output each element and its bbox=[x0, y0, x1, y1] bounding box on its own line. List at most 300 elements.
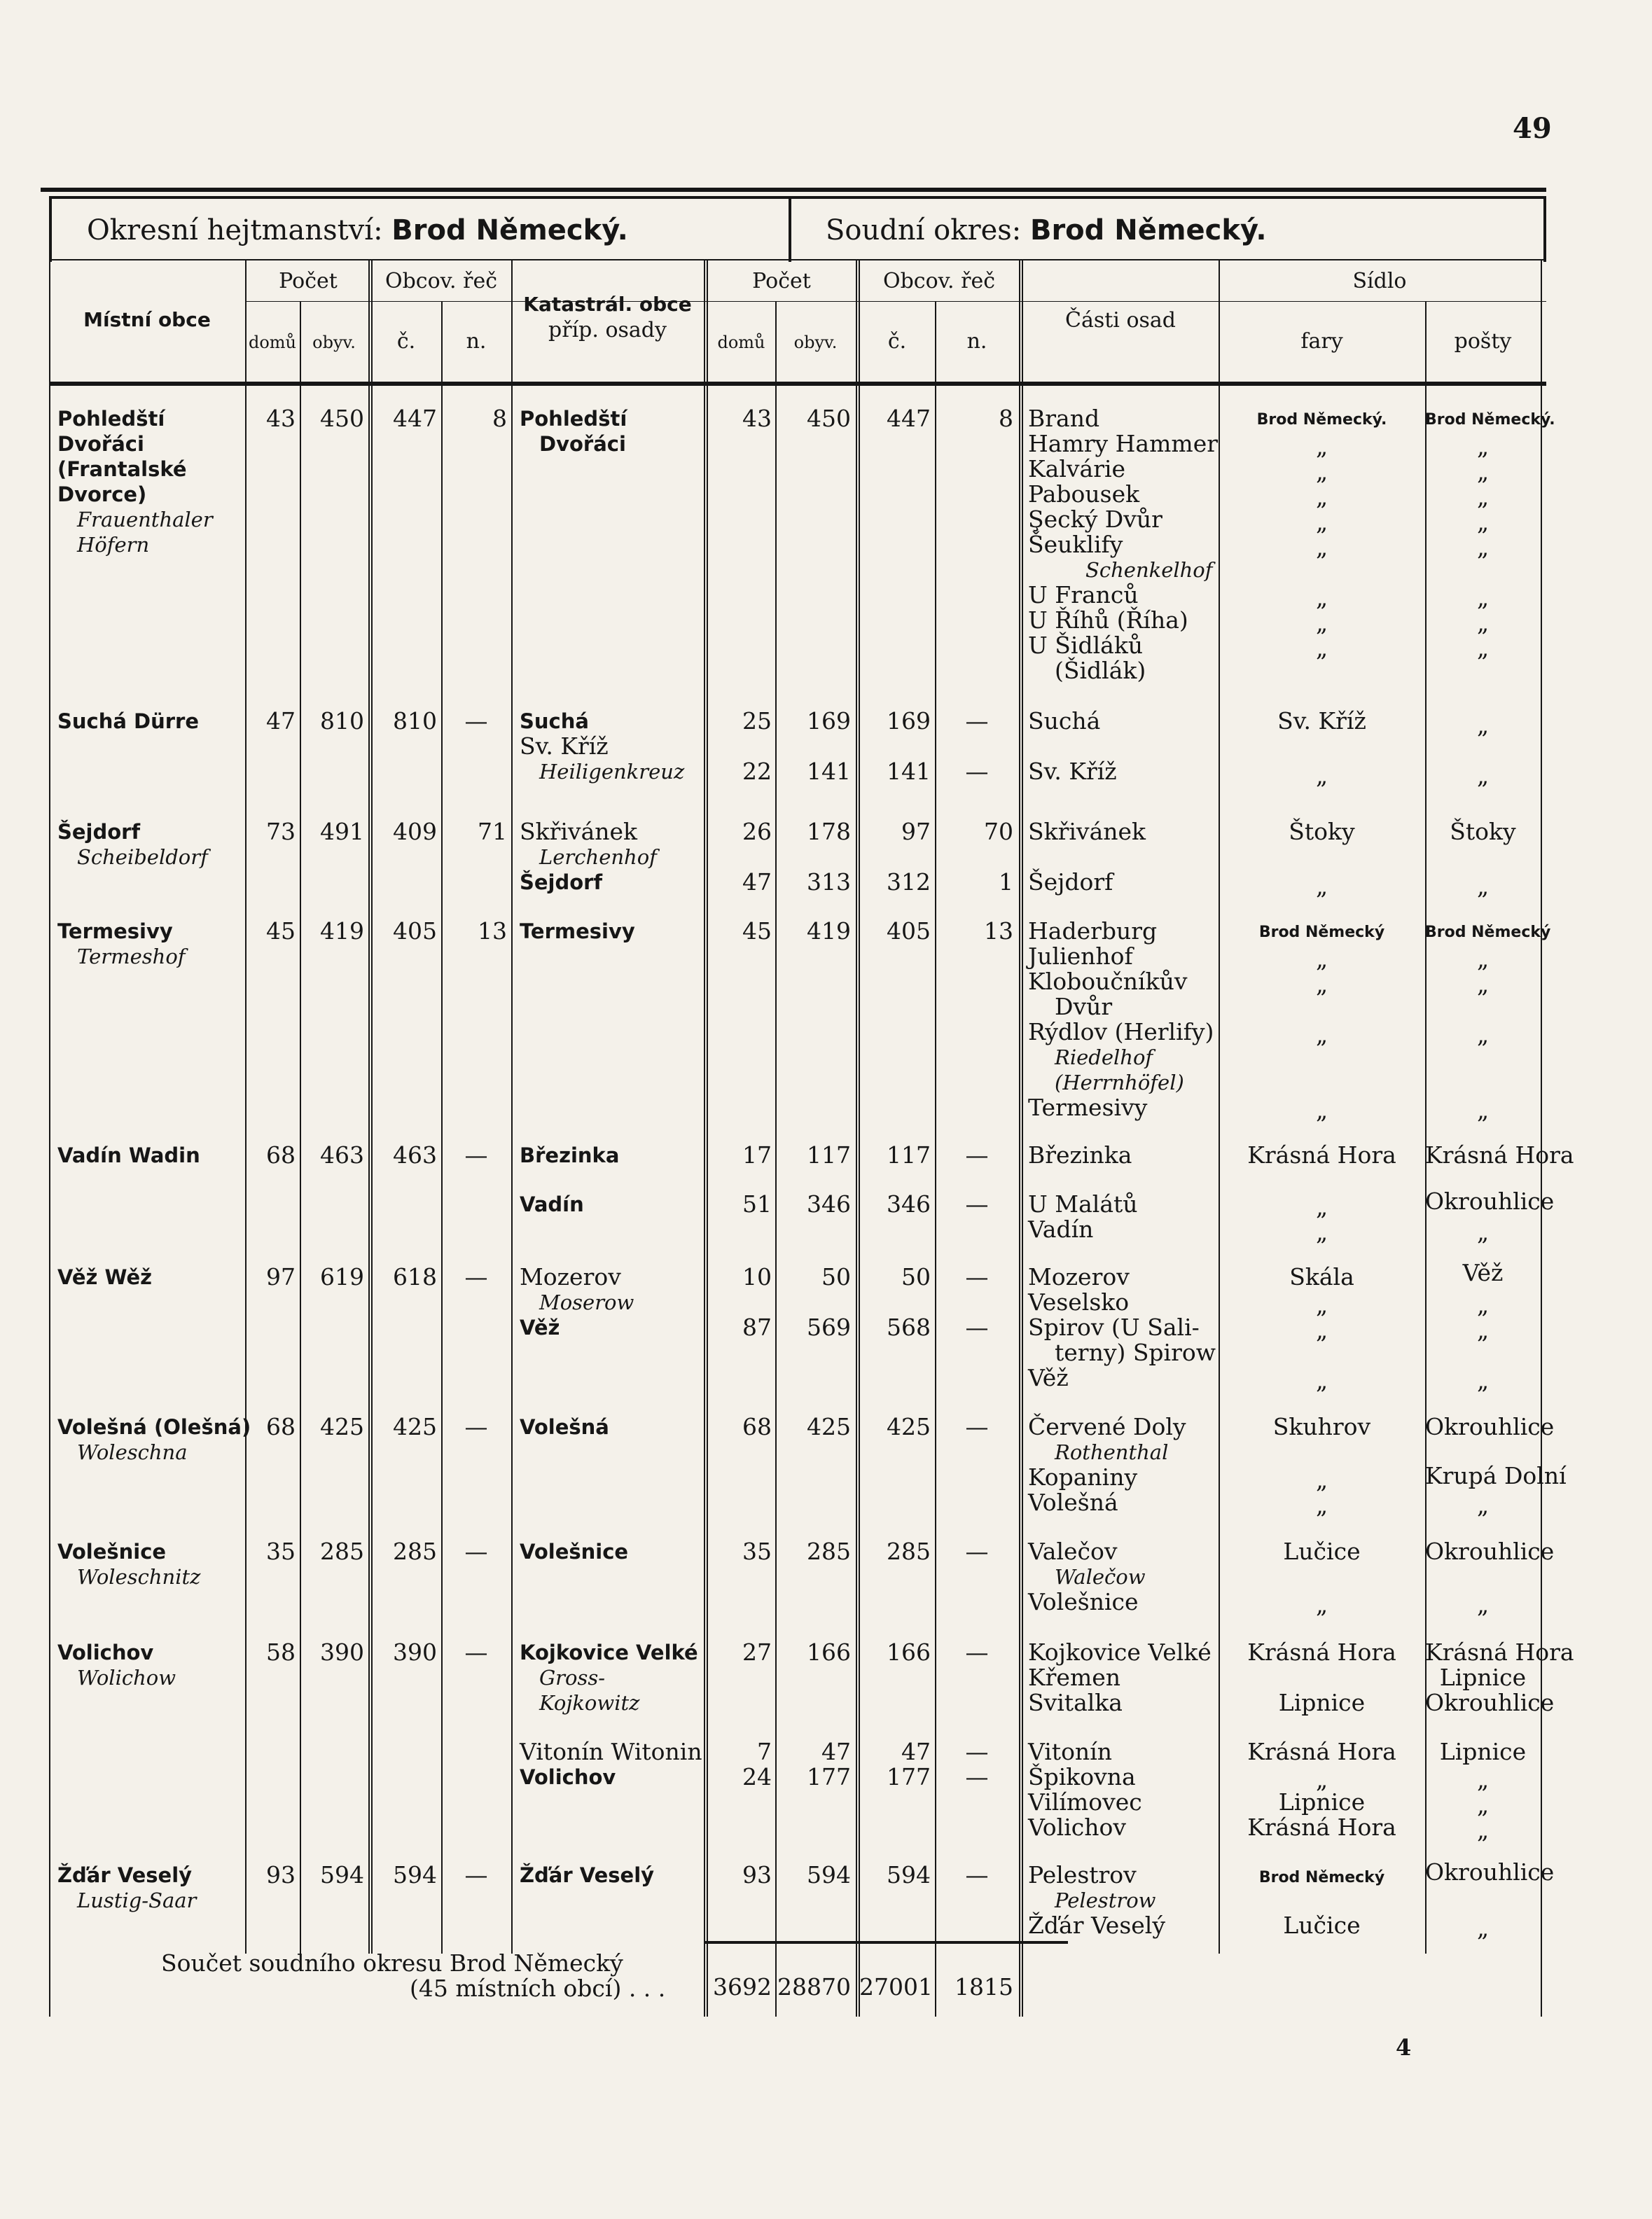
post-seat: Krásná Hora bbox=[1425, 1639, 1574, 1666]
obyv-value: 491 bbox=[320, 818, 364, 845]
settlement-part-de: Rothenthal bbox=[1055, 1440, 1169, 1464]
settlement-part: Šeuklify bbox=[1028, 531, 1123, 558]
katastral-name: Volichov bbox=[520, 1765, 616, 1789]
cz-value: 166 bbox=[887, 1639, 931, 1666]
obyv-value: 166 bbox=[807, 1639, 851, 1666]
katastral-name: Sv. Kříž bbox=[520, 732, 609, 760]
ditto-mark: „ bbox=[1476, 1367, 1490, 1394]
data-table bbox=[49, 259, 1574, 2017]
de-value: — bbox=[965, 1738, 989, 1765]
ditto-mark: „ bbox=[1315, 1591, 1328, 1618]
ditto-mark: „ bbox=[1476, 1591, 1490, 1618]
domu-value: 10 bbox=[742, 1263, 772, 1291]
domu-value: 68 bbox=[266, 1413, 296, 1440]
settlement-part: U Říhů (Říha) bbox=[1028, 606, 1188, 634]
post-seat: Okrouhlice bbox=[1425, 1858, 1555, 1886]
ditto-mark: „ bbox=[1476, 508, 1490, 536]
col-head-n: n. bbox=[466, 329, 487, 354]
settlement-part-de: Walečow bbox=[1055, 1565, 1146, 1589]
ditto-mark: „ bbox=[1476, 634, 1490, 662]
obyv-value: 285 bbox=[320, 1538, 364, 1565]
ditto-mark: „ bbox=[1476, 1218, 1490, 1246]
settlement-part: Vilímovec bbox=[1028, 1788, 1142, 1816]
settlement-part-de: Schenkelhof bbox=[1085, 558, 1213, 582]
obyv-value: 313 bbox=[807, 868, 851, 896]
settlement-part: Březinka bbox=[1028, 1141, 1132, 1169]
obyv-value: 450 bbox=[320, 405, 364, 432]
settlement-part: Hamry Hammer bbox=[1028, 430, 1218, 457]
parish-seat: Krásná Hora bbox=[1247, 1814, 1396, 1841]
page-number: 49 bbox=[1513, 112, 1552, 145]
parish-seat: Štoky bbox=[1289, 818, 1355, 845]
settlement-part: Mozerov bbox=[1028, 1263, 1130, 1291]
settlement-part: U Malátů bbox=[1028, 1190, 1138, 1218]
obec-name: Dvorce) bbox=[57, 482, 147, 506]
post-seat: Lipnice bbox=[1439, 1664, 1527, 1691]
de-value: 13 bbox=[984, 917, 1013, 945]
ditto-mark: „ bbox=[1315, 1193, 1328, 1220]
obyv-value: 463 bbox=[320, 1141, 364, 1169]
de-value: — bbox=[965, 1538, 989, 1565]
settlement-part: U Šidláků bbox=[1028, 632, 1144, 659]
col-line bbox=[300, 301, 301, 1954]
de-value: — bbox=[965, 1263, 989, 1291]
obyv-value: 50 bbox=[821, 1263, 851, 1291]
col-head-obyv: obyv. bbox=[312, 333, 356, 352]
obyv-value: 619 bbox=[320, 1263, 364, 1291]
obec-name-de: Woleschna bbox=[77, 1440, 188, 1464]
col-line bbox=[1019, 259, 1023, 2017]
district-value: Brod Německý. bbox=[391, 214, 628, 246]
obyv-value: 425 bbox=[320, 1413, 364, 1440]
de-value: — bbox=[464, 707, 488, 735]
de-value: 8 bbox=[999, 405, 1013, 432]
domu-value: 47 bbox=[266, 707, 296, 735]
parish-seat: Lipnice bbox=[1278, 1788, 1366, 1816]
signature-mark: 4 bbox=[1396, 2034, 1412, 2061]
settlement-part: Suchá bbox=[1028, 707, 1101, 735]
ditto-mark: „ bbox=[1476, 609, 1490, 637]
parish-seat: Lučice bbox=[1283, 1538, 1361, 1565]
obec-name-de: Woleschnitz bbox=[77, 1565, 201, 1589]
domu-value: 27 bbox=[742, 1639, 772, 1666]
settlement-part: Julienhof bbox=[1028, 942, 1133, 970]
settlement-part: Svitalka bbox=[1028, 1689, 1123, 1716]
de-value: — bbox=[965, 1763, 989, 1790]
parish-seat: Lipnice bbox=[1278, 1689, 1366, 1716]
domu-value: 17 bbox=[742, 1141, 772, 1169]
de-value: — bbox=[464, 1141, 488, 1169]
obec-name: Volešnice bbox=[57, 1540, 167, 1564]
col-head-fary: fary bbox=[1300, 329, 1343, 354]
ditto-mark: „ bbox=[1476, 1766, 1490, 1793]
col-head-obyv-2: obyv. bbox=[793, 333, 838, 352]
obyv-value: 594 bbox=[320, 1861, 364, 1888]
de-value: 13 bbox=[478, 917, 507, 945]
ditto-mark: „ bbox=[1476, 971, 1490, 998]
ditto-mark: „ bbox=[1315, 1097, 1328, 1124]
settlement-part: terny) Spirow bbox=[1055, 1339, 1216, 1366]
katastral-name: Šejdorf bbox=[520, 870, 603, 894]
settlement-part: Volešnice bbox=[1028, 1588, 1139, 1615]
post-seat: Štoky bbox=[1450, 818, 1516, 845]
ditto-mark: „ bbox=[1476, 1816, 1490, 1844]
domu-value: 45 bbox=[266, 917, 296, 945]
post-seat: Krupá Dolní bbox=[1425, 1462, 1567, 1489]
settlement-part: Vadín bbox=[1028, 1216, 1094, 1243]
ditto-mark: „ bbox=[1315, 1291, 1328, 1319]
ditto-mark: „ bbox=[1315, 584, 1328, 611]
ditto-mark: „ bbox=[1476, 1021, 1490, 1048]
court-district-label: Soudní okres: bbox=[826, 214, 1022, 246]
settlement-part: Kopaniny bbox=[1028, 1463, 1138, 1491]
domu-value: 7 bbox=[757, 1738, 772, 1765]
de-value: — bbox=[965, 1141, 989, 1169]
parish-seat: Skála bbox=[1289, 1263, 1354, 1291]
obyv-value: 169 bbox=[807, 707, 851, 735]
katastral-name: Věž bbox=[520, 1316, 560, 1340]
col-line bbox=[368, 259, 373, 1954]
obyv-value: 450 bbox=[807, 405, 851, 432]
parish-seat: Krásná Hora bbox=[1247, 1639, 1396, 1666]
cz-value: 409 bbox=[393, 818, 437, 845]
settlement-part: Brand bbox=[1028, 405, 1100, 432]
parish-seat: Skuhrov bbox=[1272, 1413, 1371, 1440]
col-head-posty: pošty bbox=[1454, 329, 1512, 354]
total-obyv: 28870 bbox=[777, 1973, 851, 2001]
obec-name: (Frantalské bbox=[57, 457, 187, 481]
ditto-mark: „ bbox=[1476, 1097, 1490, 1124]
katastral-name: Vadín bbox=[520, 1192, 584, 1216]
domu-value: 93 bbox=[742, 1861, 772, 1888]
domu-value: 35 bbox=[266, 1538, 296, 1565]
obec-name: Volešná (Olešná) bbox=[57, 1415, 251, 1439]
cz-value: 405 bbox=[393, 917, 437, 945]
col-head-pocet-2: Počet bbox=[752, 269, 811, 293]
cz-value: 405 bbox=[887, 917, 931, 945]
ditto-mark: „ bbox=[1315, 1466, 1328, 1494]
ditto-mark: „ bbox=[1315, 945, 1328, 973]
domu-value: 51 bbox=[742, 1190, 772, 1218]
ditto-mark: „ bbox=[1476, 1316, 1490, 1344]
settlement-part: U Franců bbox=[1028, 581, 1139, 608]
ditto-mark: „ bbox=[1476, 534, 1490, 561]
katastral-name: Žďár Veselý bbox=[520, 1863, 655, 1887]
obec-name: Dvořáci bbox=[57, 432, 144, 456]
katastral-name-de: Moserow bbox=[539, 1291, 634, 1314]
cz-value: 117 bbox=[887, 1141, 931, 1169]
settlement-part: Vitonín bbox=[1028, 1738, 1112, 1765]
col-head-obcov: Obcov. řeč bbox=[384, 269, 498, 293]
parish-seat: Krásná Hora bbox=[1247, 1738, 1396, 1765]
ditto-mark: „ bbox=[1315, 971, 1328, 998]
cz-value: 463 bbox=[393, 1141, 437, 1169]
obyv-value: 141 bbox=[807, 758, 851, 785]
total-label: Součet soudního okresu Brod Německý bbox=[161, 1949, 623, 1977]
ditto-mark: „ bbox=[1476, 945, 1490, 973]
cz-value: 810 bbox=[393, 707, 437, 735]
domu-value: 43 bbox=[266, 405, 296, 432]
domu-value: 68 bbox=[266, 1141, 296, 1169]
table-rule-head bbox=[49, 382, 1546, 386]
obec-name-de: Frauenthaler bbox=[77, 508, 213, 531]
de-value: — bbox=[965, 1861, 989, 1888]
ditto-mark: „ bbox=[1476, 1491, 1490, 1519]
de-value: — bbox=[464, 1538, 488, 1565]
ditto-mark: „ bbox=[1315, 1367, 1328, 1394]
ditto-mark: „ bbox=[1315, 1316, 1328, 1344]
domu-value: 45 bbox=[742, 917, 772, 945]
parish-seat: Brod Německý bbox=[1258, 924, 1385, 941]
ditto-mark: „ bbox=[1476, 458, 1490, 485]
obyv-value: 425 bbox=[807, 1413, 851, 1440]
court-district-value: Brod Německý. bbox=[1029, 214, 1267, 246]
obyv-value: 178 bbox=[807, 818, 851, 845]
total-cz: 27001 bbox=[859, 1973, 933, 2001]
obyv-value: 419 bbox=[807, 917, 851, 945]
col-head-n-2: n. bbox=[966, 329, 987, 354]
de-value: 70 bbox=[984, 818, 1013, 845]
cz-value: 47 bbox=[901, 1738, 931, 1765]
total-de: 1815 bbox=[955, 1973, 1013, 2001]
cz-value: 177 bbox=[887, 1763, 931, 1790]
domu-value: 87 bbox=[742, 1314, 772, 1341]
obyv-value: 47 bbox=[821, 1738, 851, 1765]
settlement-part-de: Riedelhof bbox=[1055, 1045, 1153, 1069]
obec-name-de: Termeshof bbox=[77, 945, 186, 968]
ditto-mark: „ bbox=[1476, 433, 1490, 460]
settlement-part: Volichov bbox=[1028, 1814, 1127, 1841]
parish-seat: Brod Německý. bbox=[1256, 411, 1387, 429]
obec-name-de: Lustig-Saar bbox=[77, 1888, 197, 1912]
cz-value: 568 bbox=[887, 1314, 931, 1341]
post-seat: Okrouhlice bbox=[1425, 1538, 1555, 1565]
ditto-mark: „ bbox=[1476, 584, 1490, 611]
table-rule-top bbox=[49, 259, 1546, 260]
col-line bbox=[245, 259, 247, 1954]
col-head-c: č. bbox=[396, 329, 416, 354]
cz-value: 346 bbox=[887, 1190, 931, 1218]
parish-seat: Krásná Hora bbox=[1247, 1141, 1396, 1169]
obec-name: Vadín Wadin bbox=[57, 1143, 200, 1167]
obec-name-de: Scheibeldorf bbox=[77, 845, 208, 869]
obec-name-de: Wolichow bbox=[77, 1666, 176, 1690]
katastral-name: Skřivánek bbox=[520, 818, 638, 845]
ditto-mark: „ bbox=[1315, 762, 1328, 789]
katastral-name: Suchá bbox=[520, 709, 589, 733]
col-line bbox=[1541, 259, 1542, 2017]
katastral-name: Mozerov bbox=[520, 1263, 621, 1291]
settlement-part: Kalvárie bbox=[1028, 455, 1126, 482]
settlement-part: Kloboučníkův bbox=[1028, 968, 1188, 995]
cz-value: 594 bbox=[887, 1861, 931, 1888]
settlement-part: Skřivánek bbox=[1028, 818, 1146, 845]
ditto-mark: „ bbox=[1476, 872, 1490, 900]
ditto-mark: „ bbox=[1315, 1766, 1328, 1793]
obec-name: Šejdorf bbox=[57, 820, 141, 844]
col-line bbox=[49, 259, 50, 2017]
settlement-part: Kojkovice Velké bbox=[1028, 1639, 1212, 1666]
district-header bbox=[87, 214, 628, 246]
obec-name: Žďár Veselý bbox=[57, 1863, 193, 1887]
ditto-mark: „ bbox=[1476, 711, 1490, 739]
obyv-value: 117 bbox=[807, 1141, 851, 1169]
settlement-part: Pabousek bbox=[1028, 480, 1140, 508]
obec-name: Termesivy bbox=[57, 919, 173, 943]
settlement-part: Pelestrov bbox=[1028, 1861, 1137, 1888]
parish-seat: Brod Německý bbox=[1258, 1869, 1385, 1886]
de-value: 71 bbox=[478, 818, 507, 845]
domu-value: 24 bbox=[742, 1763, 772, 1790]
settlement-part: Věž bbox=[1028, 1364, 1069, 1391]
header-divider bbox=[789, 199, 791, 262]
total-domu: 3692 bbox=[713, 1973, 772, 2001]
ditto-mark: „ bbox=[1315, 634, 1328, 662]
domu-value: 26 bbox=[742, 818, 772, 845]
cz-value: 447 bbox=[887, 405, 931, 432]
cz-value: 618 bbox=[393, 1263, 437, 1291]
post-seat: Lipnice bbox=[1439, 1738, 1527, 1765]
obyv-value: 390 bbox=[320, 1639, 364, 1666]
de-value: — bbox=[464, 1263, 488, 1291]
cz-value: 285 bbox=[393, 1538, 437, 1565]
col-head-domu: domů bbox=[248, 333, 297, 352]
post-seat: Krásná Hora bbox=[1425, 1141, 1574, 1169]
domu-value: 22 bbox=[742, 758, 772, 785]
de-value: — bbox=[965, 707, 989, 735]
district-label: Okresní hejtmanství: bbox=[87, 214, 383, 246]
ditto-mark: „ bbox=[1315, 872, 1328, 900]
post-seat: Okrouhlice bbox=[1425, 1188, 1555, 1215]
col-head-prip-osady: příp. osady bbox=[548, 318, 667, 342]
settlement-part: Červené Doly bbox=[1028, 1413, 1186, 1440]
obyv-value: 177 bbox=[807, 1763, 851, 1790]
katastral-name-de: Heiligenkreuz bbox=[539, 760, 685, 784]
obyv-value: 346 bbox=[807, 1190, 851, 1218]
obyv-value: 419 bbox=[320, 917, 364, 945]
settlement-part: Rýdlov (Herlify) bbox=[1028, 1018, 1214, 1045]
settlement-part: Haderburg bbox=[1028, 917, 1158, 945]
cz-value: 425 bbox=[393, 1413, 437, 1440]
katastral-name-de: Lerchenhof bbox=[539, 845, 657, 869]
ditto-mark: „ bbox=[1315, 1491, 1328, 1519]
post-seat: Okrouhlice bbox=[1425, 1413, 1555, 1440]
col-head-casti-osad: Části osad bbox=[1065, 308, 1176, 333]
ditto-mark: „ bbox=[1476, 1791, 1490, 1818]
de-value: — bbox=[965, 1314, 989, 1341]
ditto-mark: „ bbox=[1315, 508, 1328, 536]
de-value: 8 bbox=[492, 405, 507, 432]
katastral-name-de: Kojkowitz bbox=[539, 1691, 640, 1715]
post-seat: Věž bbox=[1462, 1259, 1504, 1286]
domu-value: 25 bbox=[742, 707, 772, 735]
post-seat: Brod Německý bbox=[1425, 924, 1551, 941]
settlement-part: Spirov (U Sali- bbox=[1028, 1314, 1200, 1341]
domu-value: 35 bbox=[742, 1538, 772, 1565]
col-head-mistni-obce: Místní obce bbox=[83, 308, 211, 331]
obyv-value: 810 bbox=[320, 707, 364, 735]
ditto-mark: „ bbox=[1476, 1914, 1490, 1942]
ditto-mark: „ bbox=[1476, 762, 1490, 789]
settlement-part: Termesivy bbox=[1028, 1094, 1148, 1121]
settlement-part: Křemen bbox=[1028, 1664, 1121, 1691]
obec-name-de: Höfern bbox=[77, 533, 150, 557]
obec-name: Věž Wěž bbox=[57, 1265, 153, 1289]
ditto-mark: „ bbox=[1315, 609, 1328, 637]
table-header-band bbox=[49, 196, 1546, 262]
de-value: — bbox=[965, 758, 989, 785]
ditto-mark: „ bbox=[1315, 1021, 1328, 1048]
table-rule-sub bbox=[245, 301, 1546, 302]
katastral-name: Dvořáci bbox=[539, 432, 626, 456]
cz-value: 594 bbox=[393, 1861, 437, 1888]
settlement-part: Šejdorf bbox=[1028, 868, 1113, 896]
cz-value: 425 bbox=[887, 1413, 931, 1440]
katastral-name: Pohledští bbox=[520, 407, 627, 431]
settlement-part: Žďár Veselý bbox=[1028, 1912, 1165, 1939]
ditto-mark: „ bbox=[1476, 483, 1490, 510]
settlement-part: Volešná bbox=[1028, 1489, 1118, 1516]
de-value: — bbox=[464, 1861, 488, 1888]
domu-value: 47 bbox=[742, 868, 772, 896]
top-rule bbox=[41, 188, 1546, 192]
col-head-c-2: č. bbox=[887, 329, 907, 354]
col-head-sidlo: Sídlo bbox=[1352, 269, 1407, 293]
post-seat: Brod Německý. bbox=[1425, 411, 1555, 429]
settlement-part: Veselsko bbox=[1028, 1288, 1130, 1316]
ditto-mark: „ bbox=[1315, 433, 1328, 460]
court-district-header bbox=[826, 214, 1267, 246]
katastral-name: Termesivy bbox=[520, 919, 635, 943]
katastral-name: Volešná bbox=[520, 1415, 609, 1439]
domu-value: 43 bbox=[742, 405, 772, 432]
obyv-value: 569 bbox=[807, 1314, 851, 1341]
settlement-part: Valečov bbox=[1028, 1538, 1118, 1565]
de-value: 1 bbox=[999, 868, 1013, 896]
cz-value: 285 bbox=[887, 1538, 931, 1565]
total-label-count: (45 místních obcí) . . . bbox=[410, 1975, 666, 2002]
cz-value: 141 bbox=[887, 758, 931, 785]
cz-value: 50 bbox=[901, 1263, 931, 1291]
total-rule bbox=[704, 1941, 1068, 1944]
col-head-obcov-2: Obcov. řeč bbox=[882, 269, 996, 293]
settlement-part: Dvůr bbox=[1055, 993, 1113, 1020]
cz-value: 447 bbox=[393, 405, 437, 432]
obec-name: Pohledští bbox=[57, 407, 165, 431]
settlement-part-de: (Herrnhöfel) bbox=[1055, 1071, 1184, 1094]
ditto-mark: „ bbox=[1315, 1218, 1328, 1246]
domu-value: 68 bbox=[742, 1413, 772, 1440]
cz-value: 97 bbox=[901, 818, 931, 845]
domu-value: 93 bbox=[266, 1861, 296, 1888]
de-value: — bbox=[965, 1639, 989, 1666]
cz-value: 312 bbox=[887, 868, 931, 896]
katastral-name: Březinka bbox=[520, 1143, 620, 1167]
obec-name: Volichov bbox=[57, 1641, 154, 1664]
ditto-mark: „ bbox=[1315, 458, 1328, 485]
settlement-part: Şecký Dvůr bbox=[1028, 506, 1162, 533]
domu-value: 58 bbox=[266, 1639, 296, 1666]
ditto-mark: „ bbox=[1315, 483, 1328, 510]
col-head-domu-2: domů bbox=[717, 333, 765, 352]
de-value: — bbox=[965, 1190, 989, 1218]
ditto-mark: „ bbox=[1476, 1291, 1490, 1319]
domu-value: 97 bbox=[266, 1263, 296, 1291]
de-value: — bbox=[464, 1639, 488, 1666]
col-line bbox=[511, 259, 513, 1954]
ditto-mark: „ bbox=[1315, 534, 1328, 561]
cz-value: 169 bbox=[887, 707, 931, 735]
